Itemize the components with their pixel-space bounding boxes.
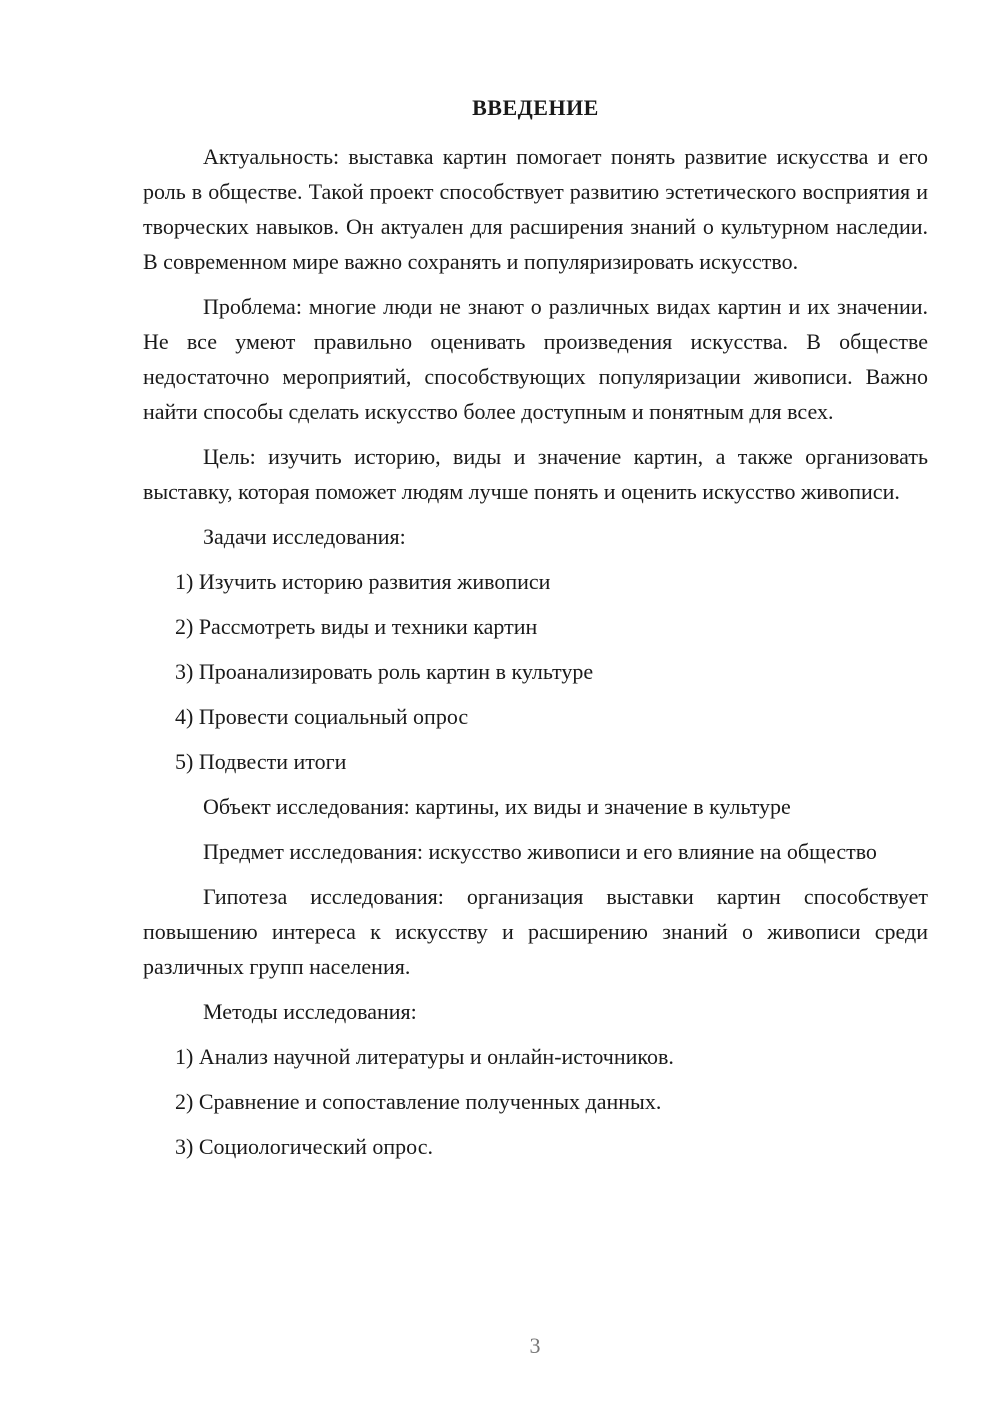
object-paragraph: Объект исследования: картины, их виды и значение в культуре: [203, 794, 791, 819]
list-item: 2) Сравнение и сопоставление полученных данных.: [175, 1089, 662, 1114]
tasks-list: [143, 564, 928, 779]
list-item: 5) Подвести итоги: [175, 749, 347, 774]
methods-heading: Методы исследования:: [203, 999, 417, 1024]
tasks-heading: Задачи исследования:: [203, 524, 406, 549]
list-item: 3) Проанализировать роль картин в культуре: [175, 659, 594, 684]
subject-paragraph: Предмет исследования: искусство живописи и его влияние на общество: [203, 839, 877, 864]
goal-paragraph: Цель: изучить историю, виды и значение картин, а также организовать выставку, которая поможет людям лучше понять и оценить искусство живописи.: [143, 444, 928, 504]
section-title: ВВЕДЕНИЕ: [472, 95, 599, 120]
relevance-paragraph: Актуальность: выставка картин помогает понять развитие искусства и его роль в обществе. Такой проект способствует развитию эстетического восприятия и творческих навыков. Он актуален для расширения знаний о культурном наследии. В современном мире важно сохранять и популяризировать искусство.: [143, 144, 928, 274]
document-page: [143, 95, 928, 1174]
list-item: 2) Рассмотреть виды и техники картин: [175, 614, 538, 639]
list-item: 3) Социологический опрос.: [175, 1134, 433, 1159]
list-item: 1) Анализ научной литературы и онлайн-источников.: [175, 1044, 674, 1069]
list-item: 1) Изучить историю развития живописи: [175, 569, 551, 594]
page-number: 3: [529, 1333, 541, 1358]
hypothesis-paragraph: Гипотеза исследования: организация выставки картин способствует повышению интереса к искусству и расширению знаний о живописи среди различных групп населения.: [143, 884, 928, 979]
methods-list: [143, 1039, 928, 1164]
problem-paragraph: Проблема: многие люди не знают о различных видах картин и их значении. Не все умеют правильно оценивать произведения искусства. В обществе недостаточно мероприятий, способствующих популяризации живописи. Важно найти способы сделать искусство более доступным и понятным для всех.: [143, 294, 928, 424]
list-item: 4) Провести социальный опрос: [175, 704, 469, 729]
